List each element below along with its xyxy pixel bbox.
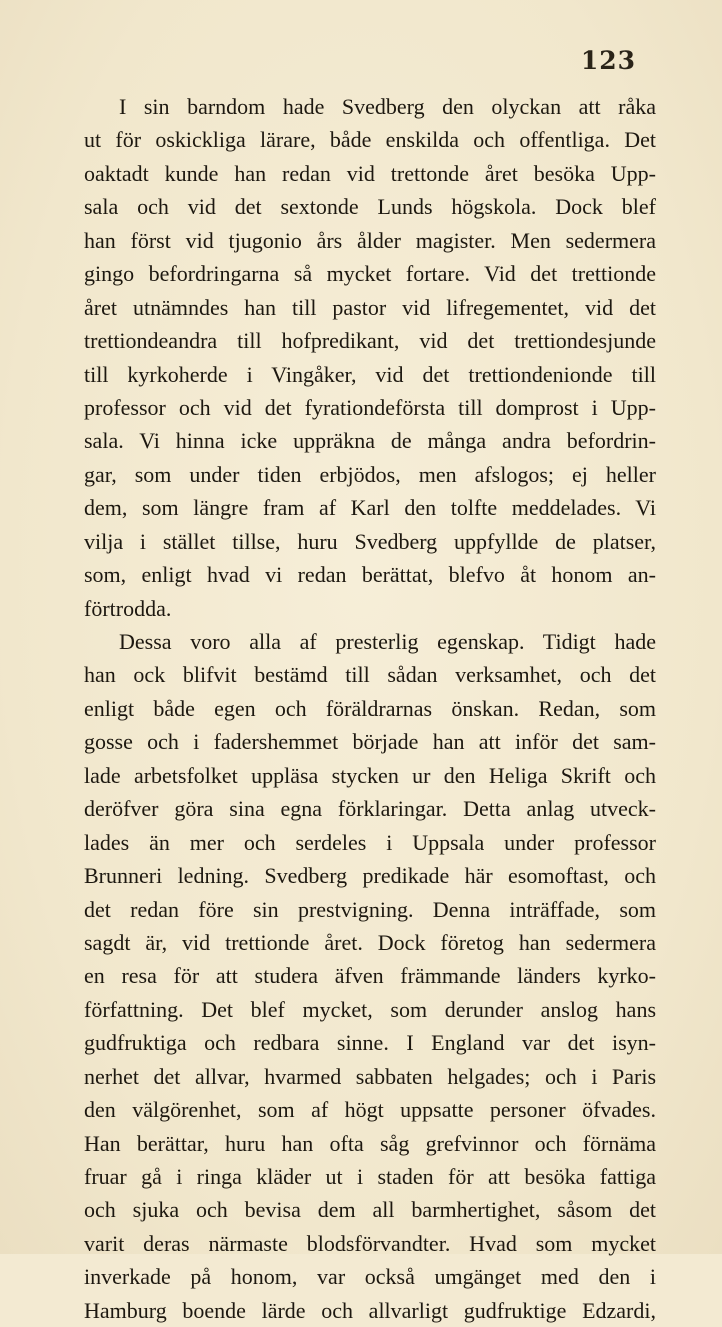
text-line: förtrodda. — [84, 595, 172, 621]
body-text — [84, 90, 656, 1327]
text-line: Dessa voro alla af presterlig egenskap. Tidigt hade — [119, 629, 656, 654]
text-line: fruar gå i ringa kläder ut i staden för att besöka fattiga — [84, 1164, 656, 1189]
text-line: ut för oskickliga lärare, både enskilda och offentliga. Det — [84, 127, 656, 153]
text-line: gar, som under tiden erbjödos, men afslogos; ej heller — [84, 461, 656, 487]
text-line: som, enligt hvad vi redan berättat, blefvo åt honom an- — [84, 562, 656, 588]
text-line: I sin barndom hade Svedberg den olyckan att råka — [119, 94, 656, 119]
text-line: Hamburg boende lärde och allvarligt gudfruktige Edzardi, — [84, 1297, 656, 1323]
text-line: året utnämndes han till pastor vid lifregementet, vid det — [84, 294, 656, 320]
text-line: en resa för att studera äfven främmande länders kyrko- — [84, 963, 656, 989]
text-line: till kyrkoherde i Vingåker, vid det trettiondenionde till — [84, 361, 656, 387]
text-line: dem, som längre fram af Karl den tolfte meddelades. Vi — [84, 495, 656, 521]
text-line: gudfruktiga och redbara sinne. I England var det isyn- — [84, 1030, 656, 1056]
text-line: den välgörenhet, som af högt uppsatte personer öfvades. — [84, 1097, 656, 1123]
text-line: trettiondeandra till hofpredikant, vid det trettiondesjunde — [84, 328, 656, 354]
text-line: enligt både egen och föräldrarnas önskan. Redan, som — [84, 695, 656, 721]
text-line: varit deras närmaste blodsförvandter. Hvad som mycket — [84, 1230, 656, 1256]
text-line: sagdt är, vid trettionde året. Dock företog han sedermera — [84, 929, 656, 955]
text-line: lade arbetsfolket uppläsa stycken ur den Heliga Skrift och — [84, 762, 656, 788]
text-line: nerhet det allvar, hvarmed sabbaten helgades; och i Paris — [84, 1063, 656, 1089]
text-line: oaktadt kunde han redan vid trettonde året besöka Upp- — [84, 160, 656, 186]
text-line: deröfver göra sina egna förklaringar. Detta anlag utveck- — [84, 796, 656, 822]
text-line: sala och vid det sextonde Lunds högskola. Dock blef — [84, 194, 656, 220]
text-line: han ock blifvit bestämd till sådan verksamhet, och det — [84, 662, 656, 688]
text-line: sala. Vi hinna icke uppräkna de många andra befordrin- — [84, 428, 656, 454]
text-line: inverkade på honom, var också umgänget med den i — [84, 1264, 656, 1290]
text-line: han först vid tjugonio års ålder magister. Men sedermera — [84, 227, 656, 253]
text-line: Brunneri ledning. Svedberg predikade här esomoftast, och — [84, 863, 656, 889]
text-line: professor och vid det fyrationdeförsta till domprost i Upp- — [84, 394, 656, 420]
text-line: författning. Det blef mycket, som derunder anslog hans — [84, 996, 656, 1022]
text-line: gingo befordringarna så mycket fortare. Vid det trettionde — [84, 261, 656, 287]
text-line: det redan före sin prestvigning. Denna inträffade, som — [84, 896, 656, 922]
text-line: och sjuka och bevisa dem all barmhertighet, såsom det — [84, 1197, 656, 1223]
text-line: Han berättar, huru han ofta såg grefvinnor och förnäma — [84, 1130, 656, 1156]
text-line: vilja i stället tillse, huru Svedberg uppfyllde de platser, — [84, 528, 656, 554]
text-line: lades än mer och serdeles i Uppsala under professor — [84, 829, 656, 855]
page-number: 123 — [580, 46, 636, 75]
text-line: gosse och i fadershemmet började han att inför det sam- — [84, 729, 656, 755]
